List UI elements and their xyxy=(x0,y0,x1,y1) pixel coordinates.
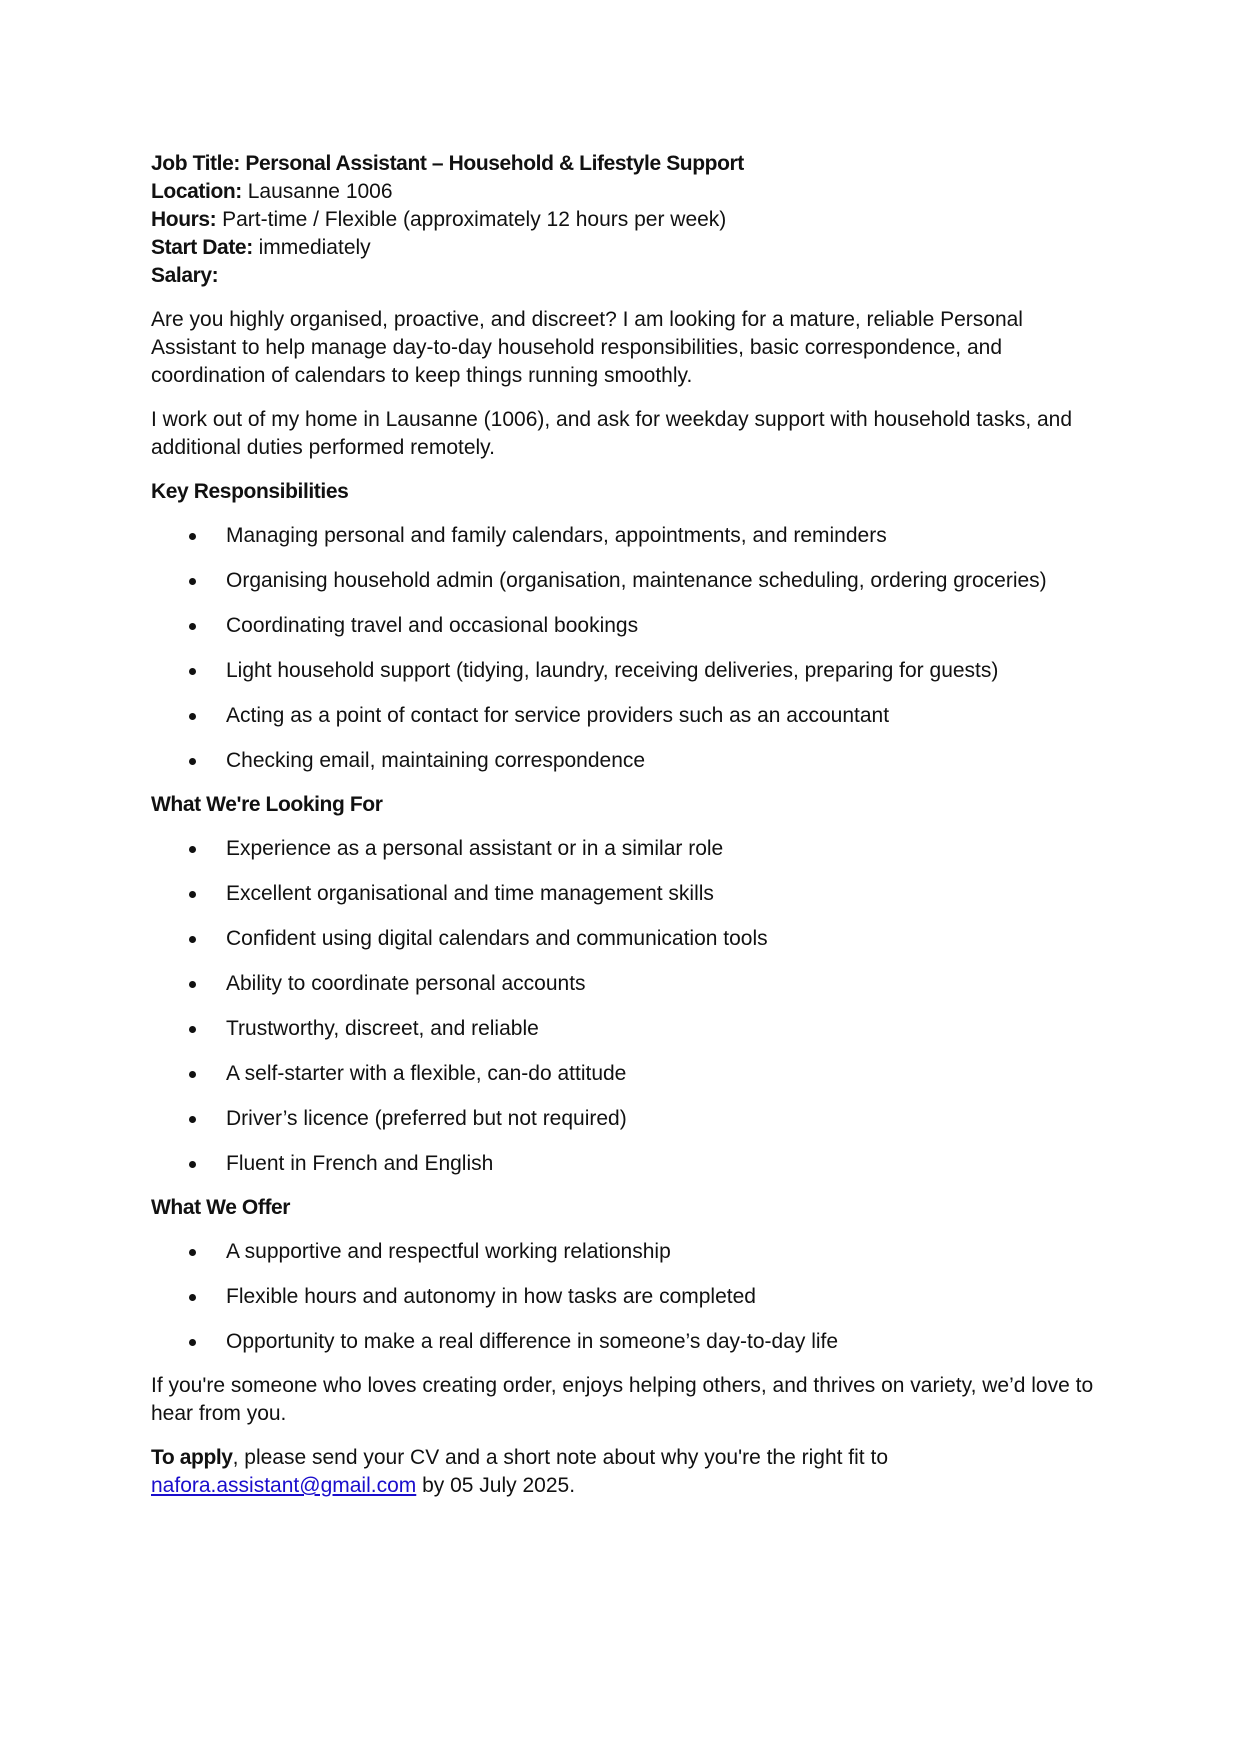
email-link[interactable]: nafora.assistant@gmail.com xyxy=(151,1474,417,1497)
start-date-value: immediately xyxy=(252,236,371,259)
list-item-text: Experience as a personal assistant or in a similar role xyxy=(226,837,724,860)
list-item-text: Excellent organisational and time management skills xyxy=(226,882,714,905)
list-item xyxy=(151,880,1100,908)
list-item xyxy=(151,1150,1100,1178)
list-item xyxy=(151,970,1100,998)
job-title: Job Title: Personal Assistant – Household & Lifestyle Support xyxy=(151,152,744,175)
bullet-icon xyxy=(189,758,196,765)
job-title-line xyxy=(151,150,1100,178)
list-item xyxy=(151,657,1100,685)
location-value: Lausanne 1006 xyxy=(241,180,393,203)
bullet-icon xyxy=(189,981,196,988)
list-item xyxy=(151,567,1100,595)
list-item-text: A supportive and respectful working relationship xyxy=(226,1240,671,1263)
bullet-icon xyxy=(189,1339,196,1346)
offer-list xyxy=(151,1238,1100,1356)
hours-line xyxy=(151,206,1100,234)
bullet-icon xyxy=(189,713,196,720)
apply-label: To apply xyxy=(151,1446,233,1469)
list-item-text: Trustworthy, discreet, and reliable xyxy=(226,1017,539,1040)
list-item xyxy=(151,1283,1100,1311)
bullet-icon xyxy=(189,1071,196,1078)
list-item-text: Flexible hours and autonomy in how tasks are completed xyxy=(226,1285,756,1308)
list-item xyxy=(151,835,1100,863)
list-item xyxy=(151,1328,1100,1356)
list-item-text: Acting as a point of contact for service providers such as an accountant xyxy=(226,704,890,727)
bullet-icon xyxy=(189,846,196,853)
list-item xyxy=(151,702,1100,730)
apply-text: , please send your CV and a short note about why you're the right fit to xyxy=(232,1446,888,1469)
salary-label: Salary: xyxy=(151,264,219,287)
list-item-text: Managing personal and family calendars, appointments, and reminders xyxy=(226,524,887,547)
list-item-text: Light household support (tidying, laundry, receiving deliveries, preparing for guests) xyxy=(226,659,999,682)
start-date-line xyxy=(151,234,1100,262)
list-item-text: Confident using digital calendars and communication tools xyxy=(226,927,768,950)
start-date-label: Start Date: xyxy=(151,236,253,259)
list-item-text: Checking email, maintaining correspondence xyxy=(226,749,646,772)
bullet-icon xyxy=(189,578,196,585)
work-location-paragraph: I work out of my home in Lausanne (1006), and ask for weekday support with household tasks, and additional duties performed remotely. xyxy=(151,408,1073,459)
bullet-icon xyxy=(189,1294,196,1301)
salary-line xyxy=(151,262,1100,290)
bullet-icon xyxy=(189,1116,196,1123)
hours-value: Part-time / Flexible (approximately 12 hours per week) xyxy=(216,208,727,231)
list-item xyxy=(151,747,1100,775)
responsibilities-heading: Key Responsibilities xyxy=(151,480,349,503)
list-item-text: Coordinating travel and occasional bookings xyxy=(226,614,639,637)
list-item-text: Driver’s licence (preferred but not required) xyxy=(226,1107,627,1130)
bullet-icon xyxy=(189,623,196,630)
closing-paragraph: If you're someone who loves creating order, enjoys helping others, and thrives on variety, we’d love to hear from you. xyxy=(151,1374,1094,1425)
list-item-text: Fluent in French and English xyxy=(226,1152,494,1175)
looking-for-heading: What We're Looking For xyxy=(151,793,383,816)
bullet-icon xyxy=(189,1161,196,1168)
responsibilities-list xyxy=(151,522,1100,775)
bullet-icon xyxy=(189,1026,196,1033)
offer-heading: What We Offer xyxy=(151,1196,291,1219)
list-item-text: Organising household admin (organisation, maintenance scheduling, ordering groceries) xyxy=(226,569,1047,592)
deadline-text: by 05 July 2025. xyxy=(416,1474,576,1497)
bullet-icon xyxy=(189,668,196,675)
list-item xyxy=(151,1238,1100,1266)
bullet-icon xyxy=(189,891,196,898)
job-details-header xyxy=(151,150,1100,290)
apply-paragraph xyxy=(151,1444,1100,1500)
intro-paragraph: Are you highly organised, proactive, and discreet? I am looking for a mature, reliable Personal Assistant to help manage day-to-day household responsibilities, basic correspondence, and coordination of calendars to keep things running smoothly. xyxy=(151,308,1023,387)
looking-for-list xyxy=(151,835,1100,1178)
bullet-icon xyxy=(189,533,196,540)
list-item xyxy=(151,1015,1100,1043)
list-item xyxy=(151,1105,1100,1133)
list-item-text: Ability to coordinate personal accounts xyxy=(226,972,586,995)
bullet-icon xyxy=(189,1249,196,1256)
list-item xyxy=(151,925,1100,953)
list-item xyxy=(151,612,1100,640)
location-line xyxy=(151,178,1100,206)
list-item-text: A self-starter with a flexible, can-do attitude xyxy=(226,1062,627,1085)
list-item xyxy=(151,522,1100,550)
location-label: Location: xyxy=(151,180,242,203)
bullet-icon xyxy=(189,936,196,943)
list-item xyxy=(151,1060,1100,1088)
hours-label: Hours: xyxy=(151,208,217,231)
list-item-text: Opportunity to make a real difference in someone’s day-to-day life xyxy=(226,1330,839,1353)
